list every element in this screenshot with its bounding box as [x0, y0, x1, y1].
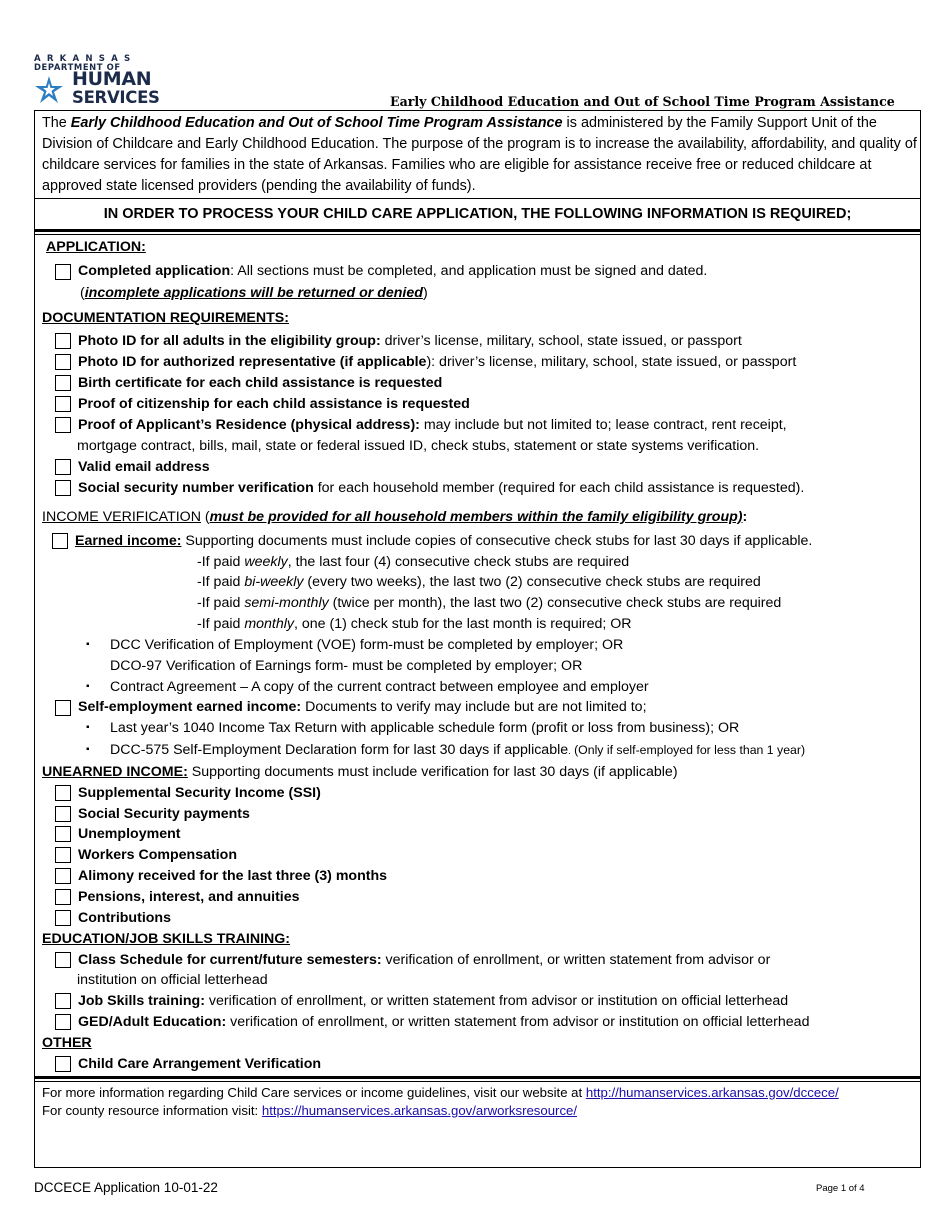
- divider: [34, 198, 921, 199]
- unearned-heading: UNEARNED INCOME: Supporting documents must include verification for last 30 days (if applicable): [42, 764, 678, 780]
- class-schedule-item: Class Schedule for current/future semesters: verification of enrollment, or written statement from advisor or: [78, 952, 771, 968]
- intro-text-start: The: [42, 115, 71, 131]
- page-number: Page 1 of 4: [816, 1183, 865, 1194]
- checkbox-completed-application[interactable]: [55, 264, 71, 280]
- checkbox-birth-certificate[interactable]: [55, 375, 71, 391]
- footer-divider-thin: [34, 1081, 921, 1082]
- other-heading: OTHER: [42, 1035, 92, 1051]
- earned-income-item: Earned income: Supporting documents must include copies of consecutive check stubs for last 30 days if applicable.: [75, 533, 813, 549]
- checkbox-citizenship[interactable]: [55, 396, 71, 412]
- checkbox-contributions[interactable]: [55, 910, 71, 926]
- checkbox-alimony[interactable]: [55, 868, 71, 884]
- bullet-icon: ▪: [86, 722, 90, 733]
- logo-department-of: DEPARTMENT OF: [34, 62, 121, 72]
- dccece-website-link[interactable]: http://humanservices.arkansas.gov/dccece/: [585, 1085, 839, 1100]
- contributions-item: Contributions: [78, 910, 171, 926]
- intro-paragraph: [42, 113, 917, 197]
- checkbox-class-schedule[interactable]: [55, 952, 71, 968]
- county-line: For county resource information visit: https://humanservices.arkansas.gov/arworksresource/: [42, 1103, 578, 1118]
- checkbox-ssi[interactable]: [55, 785, 71, 801]
- self-employment-item: Self-employment earned income: Documents to verify may include but are not limited to;: [78, 699, 647, 715]
- photo-id-representative-item: Photo ID for authorized representative (if applicable): driver’s license, military, school, state issued, or passport: [78, 354, 797, 370]
- bullet-icon: ▪: [86, 639, 90, 650]
- checkbox-job-skills[interactable]: [55, 993, 71, 1009]
- job-skills-item: Job Skills training: verification of enrollment, or written statement from advisor or institution on official letterhead: [78, 993, 789, 1009]
- monthly-rule: -If paid monthly, one (1) check stub for the last month is required; OR: [197, 616, 632, 632]
- required-heading: IN ORDER TO PROCESS YOUR CHILD CARE APPLICATION, THE FOLLOWING INFORMATION IS REQUIRED;: [103, 206, 852, 222]
- income-heading: INCOME VERIFICATION (must be provided for all household members within the family eligibility group):: [42, 509, 748, 525]
- incomplete-note: (incomplete applications will be returned or denied): [80, 285, 428, 301]
- checkbox-email[interactable]: [55, 459, 71, 475]
- checkbox-unemployment[interactable]: [55, 826, 71, 842]
- checkbox-child-care-arrangement[interactable]: [55, 1056, 71, 1072]
- residence-item-line2: mortgage contract, bills, mail, state or federal issued ID, check stubs, statement or state systems verification.: [77, 438, 760, 454]
- documentation-heading: DOCUMENTATION REQUIREMENTS:: [42, 310, 289, 326]
- form-code: DCCECE Application 10-01-22: [34, 1180, 218, 1195]
- bullet-icon: ▪: [86, 744, 90, 755]
- logo-human: HUMAN: [72, 68, 152, 90]
- dcc575-item: DCC-575 Self-Employment Declaration form for last 30 days if applicable. (Only if self-employed for less than 1 year): [110, 742, 806, 758]
- contract-item: Contract Agreement – A copy of the current contract between employee and employer: [110, 679, 649, 695]
- citizenship-item: Proof of citizenship for each child assistance is requested: [78, 396, 470, 412]
- biweekly-rule: -If paid bi-weekly (every two weeks), the last two (2) consecutive check stubs are required: [197, 574, 761, 590]
- info-line: For more information regarding Child Care services or income guidelines, visit our website at http://humanservices.arkansas.gov/dccece/: [42, 1085, 839, 1100]
- workers-comp-item: Workers Compensation: [78, 847, 237, 863]
- residence-item: Proof of Applicant’s Residence (physical address): may include but not limited to; lease contract, rent receipt,: [78, 417, 787, 433]
- tax-return-item: Last year’s 1040 Income Tax Return with applicable schedule form (profit or loss from business); OR: [110, 720, 740, 736]
- alimony-item: Alimony received for the last three (3) months: [78, 868, 388, 884]
- social-security-item: Social Security payments: [78, 806, 250, 822]
- divider-thick: [34, 229, 921, 232]
- checkbox-earned-income[interactable]: [52, 533, 68, 549]
- child-care-arrangement-item: Child Care Arrangement Verification: [78, 1056, 322, 1072]
- class-schedule-item-line2: institution on official letterhead: [77, 972, 268, 988]
- bullet-icon: ▪: [86, 681, 90, 692]
- unemployment-item: Unemployment: [78, 826, 181, 842]
- voe-item: DCC Verification of Employment (VOE) form-must be completed by employer; OR: [110, 637, 624, 653]
- checkbox-residence[interactable]: [55, 417, 71, 433]
- checkbox-photo-id-adults[interactable]: [55, 333, 71, 349]
- page-title: Early Childhood Education and Out of School Time Program Assistance: [390, 94, 895, 109]
- footer-divider-thick: [34, 1076, 921, 1079]
- logo-arkansas: ARKANSAS: [34, 54, 137, 64]
- divider-thin: [34, 234, 921, 235]
- intro-text-rest: is administered by the Family Support Unit of the Division of Childcare and Early Childhood Education. The purpose of the program is to increase the availability, affordability, and quality of childcare services for families in the state of Arkansas. Families who are eligible for assistance receive free or reduced childcare at approved state licensed providers (pending the availability of funds).: [42, 115, 917, 194]
- checkbox-pensions[interactable]: [55, 889, 71, 905]
- checkbox-social-security[interactable]: [55, 806, 71, 822]
- ssn-item: Social security number verification for each household member (required for each child assistance is requested).: [78, 480, 805, 496]
- checkbox-ged[interactable]: [55, 1014, 71, 1030]
- checkbox-ssn[interactable]: [55, 480, 71, 496]
- logo-services: SERVICES: [72, 88, 160, 107]
- dco97-item: DCO-97 Verification of Earnings form- must be completed by employer; OR: [110, 658, 583, 674]
- checkbox-workers-comp[interactable]: [55, 847, 71, 863]
- checkbox-self-employment[interactable]: [55, 700, 71, 716]
- ssi-item: Supplemental Security Income (SSI): [78, 785, 321, 801]
- pensions-item: Pensions, interest, and annuities: [78, 889, 300, 905]
- star-icon: [34, 74, 64, 106]
- application-heading: APPLICATION:: [46, 239, 146, 255]
- checkbox-photo-id-representative[interactable]: [55, 354, 71, 370]
- arworks-resource-link[interactable]: https://humanservices.arkansas.gov/arworksresource/: [261, 1103, 578, 1118]
- dhs-logo: [34, 54, 174, 110]
- ged-item: GED/Adult Education: verification of enrollment, or written statement from advisor or institution on official letterhead: [78, 1014, 810, 1030]
- program-name: Early Childhood Education and Out of School Time Program Assistance: [70, 115, 563, 131]
- semimonthly-rule: -If paid semi-monthly (twice per month), the last two (2) consecutive check stubs are required: [197, 595, 782, 611]
- weekly-rule: -If paid weekly, the last four (4) consecutive check stubs are required: [197, 554, 630, 570]
- birth-certificate-item: Birth certificate for each child assistance is requested: [78, 375, 443, 391]
- education-heading: EDUCATION/JOB SKILLS TRAINING:: [42, 931, 291, 947]
- completed-application-item: Completed application: All sections must be completed, and application must be signed and dated.: [78, 263, 708, 279]
- photo-id-adults-item: Photo ID for all adults in the eligibility group: driver’s license, military, school, state issued, or passport: [78, 333, 742, 349]
- email-item: Valid email address: [78, 459, 210, 475]
